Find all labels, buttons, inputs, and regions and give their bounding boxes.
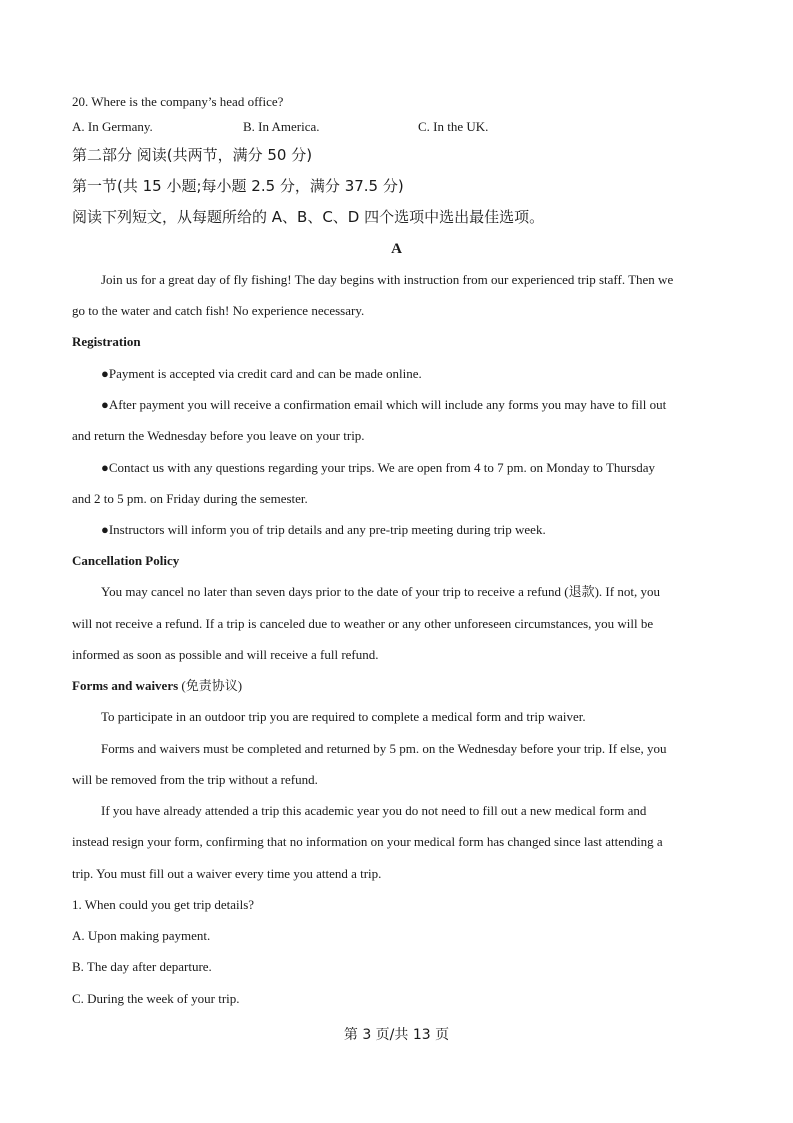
registration-bullet-2: ●After payment you will receive a confirmation email which will include any forms you may have to fill out: [101, 397, 667, 412]
registration-bullet-3: ●Contact us with any questions regarding your trips. We are open from 4 to 7 pm. on Monday to Thursday: [101, 460, 656, 475]
registration-bullet-4: ●Instructors will inform you of trip details and any pre-trip meeting during trip week.: [101, 522, 546, 537]
intro-line-1: Join us for a great day of fly fishing! The day begins with instruction from our experienced trip staff. Then we: [101, 272, 674, 287]
registration-heading: Registration: [72, 334, 141, 349]
question-20-option-c: C. In the UK.: [418, 119, 489, 134]
forms-line-2: Forms and waivers must be completed and returned by 5 pm. on the Wednesday before your trip. If else, you: [101, 741, 667, 756]
registration-bullet-2-cont: and return the Wednesday before you leave on your trip.: [72, 428, 365, 443]
question-1-option-a: A. Upon making payment.: [72, 928, 211, 943]
question-1-option-b: B. The day after departure.: [72, 959, 212, 974]
forms-heading: [72, 678, 242, 694]
question-20-stem: 20. Where is the company’s head office?: [72, 94, 284, 109]
question-1-option-c: C. During the week of your trip.: [72, 991, 240, 1006]
question-1-stem: 1. When could you get trip details?: [72, 897, 255, 912]
reading-instruction: 阅读下列短文，从每题所给的 A、B、C、D 四个选项中选出最佳选项。: [72, 208, 545, 226]
part-two-heading: 第二部分 阅读(共两节，满分 50 分): [72, 146, 313, 164]
forms-heading-cn: (免责协议): [178, 678, 243, 693]
registration-bullet-3-cont: and 2 to 5 pm. on Friday during the semester.: [72, 491, 308, 506]
forms-line-3: will be removed from the trip without a refund.: [72, 772, 318, 787]
forms-heading-en: Forms and waivers: [72, 678, 179, 693]
registration-bullet-1: ●Payment is accepted via credit card and can be made online.: [101, 366, 422, 381]
forms-line-1: To participate in an outdoor trip you are required to complete a medical form and trip waiver.: [101, 709, 586, 724]
page-footer: 第 3 页/共 13 页: [343, 1027, 450, 1043]
cancellation-line-3: informed as soon as possible and will receive a full refund.: [72, 647, 379, 662]
intro-line-2: go to the water and catch fish! No experience necessary.: [72, 303, 365, 318]
forms-line-4: If you have already attended a trip this academic year you do not need to fill out a new medical form and: [101, 803, 647, 818]
cancellation-line-1: You may cancel no later than seven days prior to the date of your trip to receive a refund (退款). If not, you: [101, 584, 660, 599]
cancellation-line-2: will not receive a refund. If a trip is canceled due to weather or any other unforeseen circumstances, you will be: [72, 616, 654, 631]
cancellation-heading: Cancellation Policy: [72, 553, 180, 568]
question-20-option-b: B. In America.: [243, 119, 320, 134]
question-20-option-a: A. In Germany.: [72, 119, 153, 134]
passage-letter: A: [391, 241, 402, 257]
section-one-heading: 第一节(共 15 小题;每小题 2.5 分，满分 37.5 分): [72, 177, 404, 195]
forms-line-6: trip. You must fill out a waiver every time you attend a trip.: [72, 866, 382, 881]
forms-line-5: instead resign your form, confirming that no information on your medical form has changed since last attending a: [72, 834, 663, 849]
